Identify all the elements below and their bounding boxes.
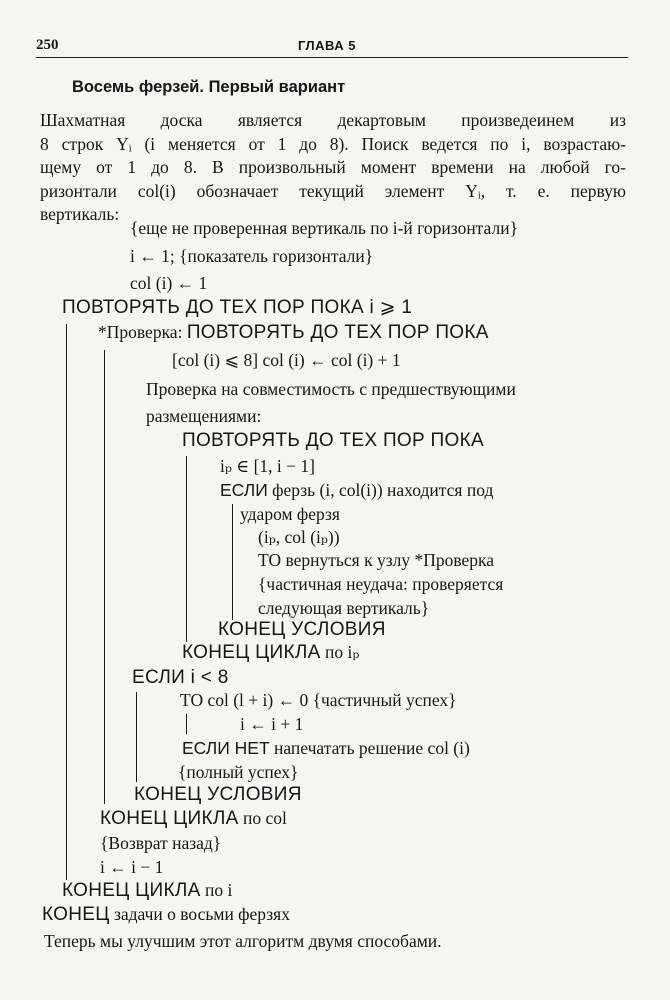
code-line: ударом ферзя bbox=[240, 504, 340, 524]
code-line: iₚ ∈ [1, i − 1] bbox=[220, 456, 315, 476]
end-loop-keyword: КОНЕЦ ЦИКЛА bbox=[62, 880, 201, 901]
code-line: i ← i + 1 bbox=[240, 714, 304, 734]
code-line: {частичная неудача: проверяется bbox=[258, 574, 504, 594]
header-rule bbox=[36, 57, 628, 58]
code-text: по i bbox=[200, 880, 233, 900]
end-task-line bbox=[42, 904, 290, 926]
block-bar-inner-loop bbox=[186, 456, 187, 642]
intro-line: щему от 1 до 8. В произвольный момент времени на любой го- bbox=[40, 157, 626, 177]
if-keyword: ЕСЛИ bbox=[220, 480, 268, 500]
end-loop-keyword: КОНЕЦ ЦИКЛА bbox=[182, 642, 321, 663]
else-keyword: ЕСЛИ НЕТ bbox=[182, 738, 270, 758]
code-text: задачи о восьми ферзях bbox=[109, 904, 290, 924]
check-label-line bbox=[98, 322, 489, 344]
code-line: ТО вернуться к узлу *Проверка bbox=[258, 550, 495, 570]
code-line: i ← 1; {показатель горизонтали} bbox=[130, 246, 374, 266]
intro-line: 8 строк Yᵢ (i меняется от 1 до 8). Поиск ведется по i, возрастаю- bbox=[40, 133, 626, 154]
section-title: Восемь ферзей. Первый вариант bbox=[72, 78, 346, 96]
code-line: размещениями: bbox=[146, 406, 262, 426]
code-line: следующая вертикаль} bbox=[258, 598, 430, 618]
code-line: ТО col (l + i) ← 0 {частичный успех} bbox=[180, 690, 457, 710]
intro-line: ризонтали col(i) обозначает текущий элемент Yᵢ, т. е. первую bbox=[40, 180, 626, 201]
code-text: по col bbox=[238, 808, 287, 828]
code-text: по iₚ bbox=[320, 642, 360, 662]
code-line: {Возврат назад} bbox=[100, 833, 222, 853]
end-if-inner: КОНЕЦ УСЛОВИЯ bbox=[218, 619, 386, 640]
end-loop-outer-line bbox=[62, 880, 232, 902]
code-line: i ← i − 1 bbox=[100, 857, 164, 877]
code-line: {еще не проверенная вертикаль по i-й горизонтали} bbox=[130, 218, 518, 238]
chapter-title: ГЛАВА 5 bbox=[298, 38, 357, 53]
repeat-loop-check: ПОВТОРЯТЬ ДО ТЕХ ПОР ПОКА bbox=[186, 322, 489, 343]
code-line: Проверка на совместимость с предшествующими bbox=[146, 379, 516, 399]
block-bar-if-inner bbox=[232, 504, 233, 620]
intro-paragraph bbox=[40, 109, 626, 227]
if-line bbox=[220, 480, 493, 501]
end-keyword: КОНЕЦ bbox=[42, 904, 110, 925]
repeat-loop-inner: ПОВТОРЯТЬ ДО ТЕХ ПОР ПОКА bbox=[182, 430, 484, 451]
block-bar-outer bbox=[66, 324, 67, 880]
intro-line: вертикаль: bbox=[40, 204, 120, 224]
if-less-8: ЕСЛИ i < 8 bbox=[132, 667, 229, 688]
code-line: (iₚ, col (iₚ)) bbox=[258, 527, 340, 547]
code-line: {полный успех} bbox=[178, 762, 299, 782]
closing-sentence: Теперь мы улучшим этот алгоритм двумя способами. bbox=[44, 931, 442, 951]
end-loop-inner-line bbox=[182, 642, 359, 664]
code-line: col (i) ← 1 bbox=[130, 273, 208, 293]
block-bar-check bbox=[104, 350, 105, 804]
page-number: 250 bbox=[36, 37, 59, 53]
block-bar-then bbox=[186, 714, 187, 734]
check-label: *Проверка: bbox=[98, 322, 187, 342]
code-text: ферзь (i, col(i)) находится под bbox=[267, 480, 494, 500]
code-line: [col (i) ⩽ 8] col (i) ← col (i) + 1 bbox=[172, 350, 401, 370]
else-line bbox=[182, 738, 470, 759]
block-bar-if-outer bbox=[136, 692, 137, 782]
code-text: напечатать решение col (i) bbox=[269, 738, 470, 758]
end-loop-keyword: КОНЕЦ ЦИКЛА bbox=[100, 808, 239, 829]
end-loop-check-line bbox=[100, 808, 287, 830]
intro-line: Шахматная доска является декартовым произведеинем из bbox=[40, 110, 626, 130]
end-if-outer: КОНЕЦ УСЛОВИЯ bbox=[134, 784, 302, 805]
repeat-loop-outer: ПОВТОРЯТЬ ДО ТЕХ ПОР ПОКА i ⩾ 1 bbox=[62, 297, 413, 318]
